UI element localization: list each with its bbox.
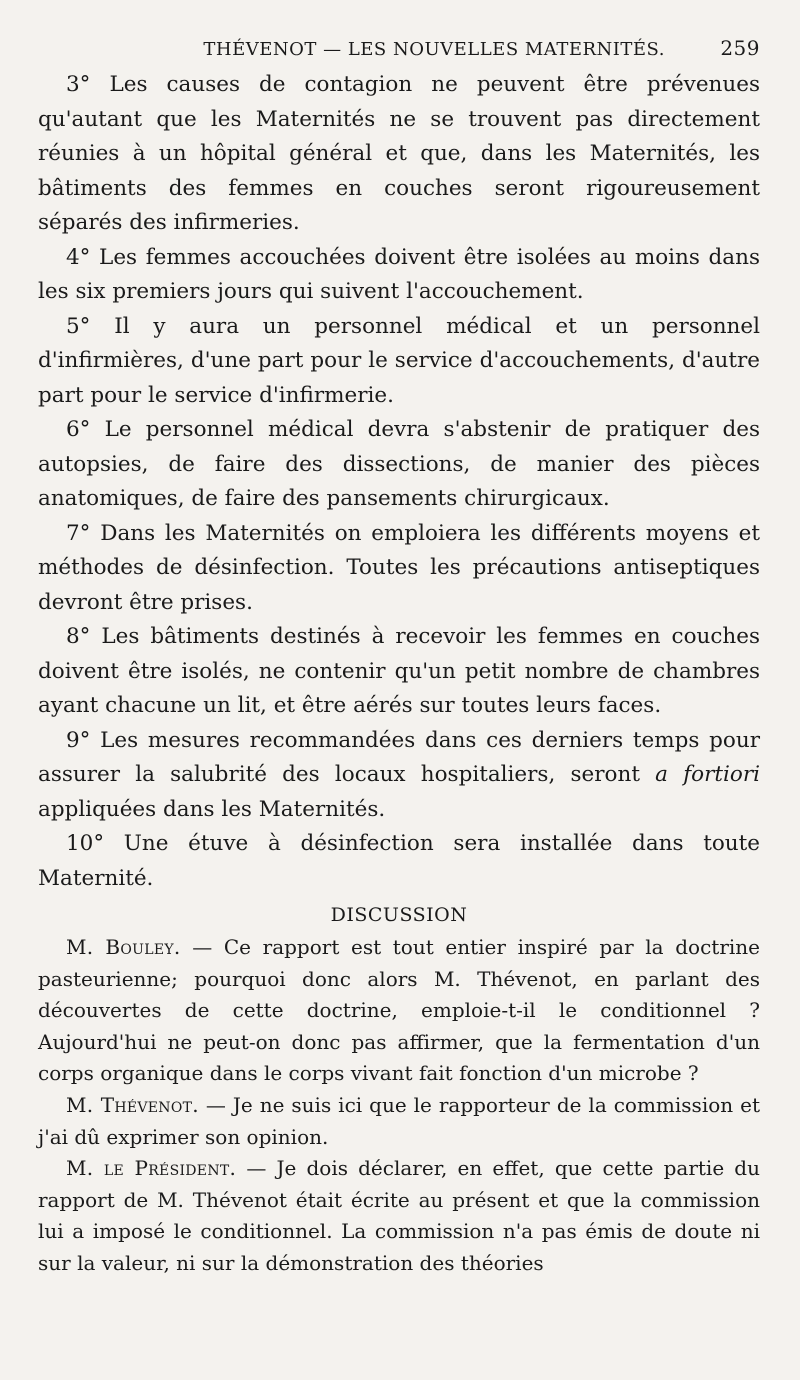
speaker-name: M. Thévenot. [66,1092,199,1117]
conclusion-item-9-text-a: 9° Les mesures recommandées dans ces derniers temps pour assurer la salubrité des locaux hospitaliers, seront [38,727,760,787]
conclusion-item-9-italic: a fortiori [655,762,760,787]
conclusion-item-5: 5° Il y aura un personnel médical et un personnel d'infirmières, d'une part pour le service d'accouchements, d'autre part pour le service d'infirmerie. [38,313,760,408]
conclusion-item-9-text-b: appliquées dans les Maternités. [38,796,386,822]
discussion-section [38,932,760,1280]
speaker-name: M. le Président. [66,1156,237,1181]
discussion-heading: DISCUSSION [330,904,468,926]
conclusion-item-7: 7° Dans les Maternités on emploiera les différents moyens et méthodes de désinfection. Toutes les précautions antiseptiques devront être prises. [38,520,760,615]
discussion-entry [38,932,760,1090]
conclusion-item-9 [38,724,760,828]
conclusion-item-4: 4° Les femmes accouchées doivent être isolées au moins dans les six premiers jours qui suivent l'accouchement. [38,244,760,304]
conclusions-list [38,68,760,896]
conclusion-item-10: 10° Une étuve à désinfection sera installée dans toute Maternité. [38,831,760,891]
discussion-entry [38,1090,760,1153]
page-number: 259 [720,36,760,60]
conclusion-item-8: 8° Les bâtiments destinés à recevoir les femmes en couches doivent être isolés, ne contenir qu'un petit nombre de chambres ayant chacune un lit, et être aérés sur toutes leurs faces. [38,624,760,718]
discussion-entry [38,1153,760,1279]
speaker-remark: — Ce rapport est tout entier inspiré par la doctrine pasteurienne; pourquoi donc alors M. Thévenot, en parlant des découvertes de cette doctrine, emploie-t-il le conditionnel ? Aujourd'hui ne peut-on donc pas affirmer, que la fermentation d'un corps organique dans le corps vivant fait fonction d'un microbe ? [38,935,760,1086]
conclusion-item-3: 3° Les causes de contagion ne peuvent être prévenues qu'autant que les Maternités ne se trouvent pas directement réunies à un hôpital général et que, dans les Maternités, les bâtiments des femmes en couches seront rigoureusement séparés des infirmeries. [38,72,760,235]
running-header [38,0,760,68]
speaker-name: M. Bouley. [66,935,181,959]
conclusion-item-6: 6° Le personnel médical devra s'abstenir de pratiquer des autopsies, de faire des dissections, de manier des pièces anatomiques, de faire des pansements chirurgicaux. [38,417,760,511]
speaker-remark: — Je dois déclarer, en effet, que cette partie du rapport de M. Thévenot était écrite au présent et que la commission lui a imposé le conditionnel. La commission n'a pas émis de doute ni sur la valeur, ni sur la démonstration des théories [38,1156,760,1275]
running-title: THÉVENOT — LES NOUVELLES MATERNITÉS. [203,39,665,60]
speaker-remark: — Je ne suis ici que le rapporteur de la commission et j'ai dû exprimer son opinion. [38,1092,760,1149]
